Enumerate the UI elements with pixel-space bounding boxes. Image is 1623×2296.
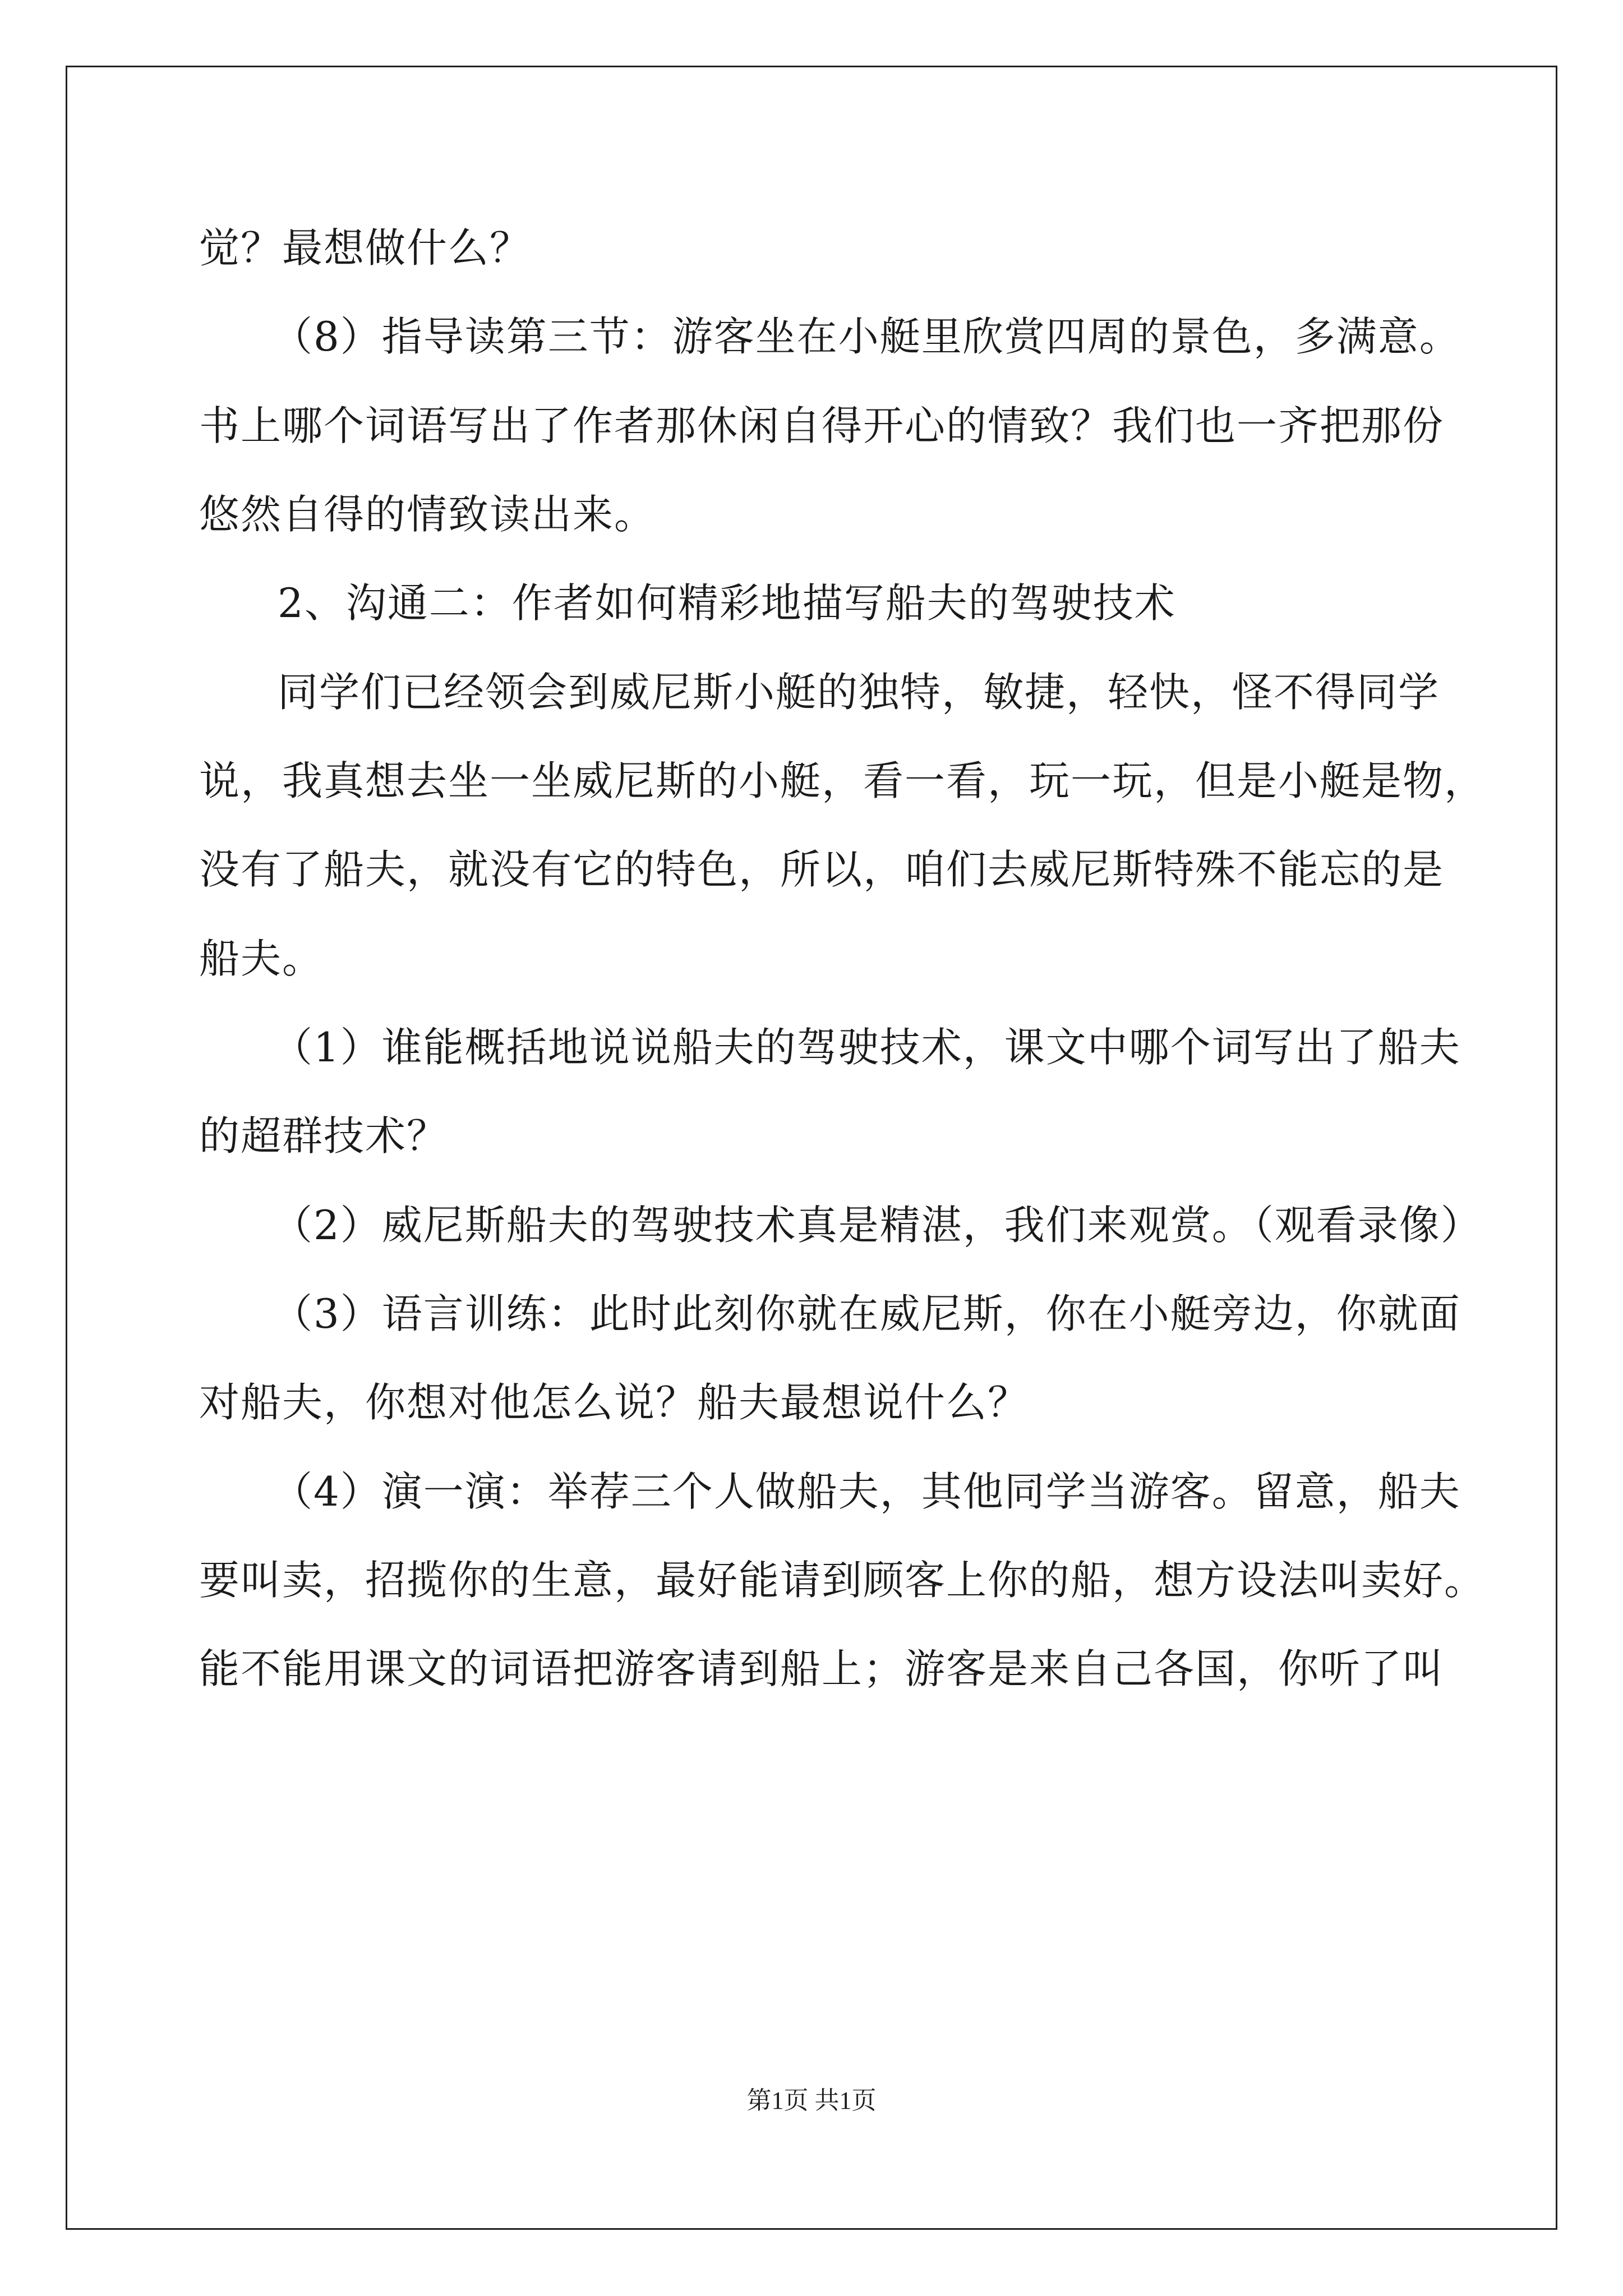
text-line: 悠然自得的情致读出来。 bbox=[199, 491, 656, 538]
text-line: 能不能用课文的词语把游客请到船上；游客是来自己各国，你听了叫 bbox=[199, 1645, 1445, 1692]
text-line: （3）语言训练：此时此刻你就在威尼斯，你在小艇旁边，你就面 bbox=[272, 1290, 1461, 1337]
text-line: 觉？最想做什么？ bbox=[199, 224, 532, 272]
text-line: 说，我真想去坐一坐威尼斯的小艇，看一看，玩一玩，但是小艇是物， bbox=[199, 757, 1486, 804]
text-line: 船夫。 bbox=[199, 935, 324, 982]
section-heading: 2、沟通二：作者如何精彩地描写船夫的驾驶技术 bbox=[278, 579, 1176, 627]
text-line: 的超群技术？ bbox=[199, 1112, 449, 1159]
page-number-footer: 第1页 共1页 bbox=[746, 2087, 877, 2114]
text-line: 要叫卖，招揽你的生意，最好能请到顾客上你的船，想方设法叫卖好。 bbox=[199, 1557, 1486, 1604]
text-line: （8）指导读第三节：游客坐在小艇里欣赏四周的景色，多满意。 bbox=[272, 313, 1461, 360]
text-line: 书上哪个词语写出了作者那休闲自得开心的情致？我们也一齐把那份 bbox=[199, 402, 1445, 449]
text-line: 对船夫，你想对他怎么说？船夫最想说什么？ bbox=[199, 1379, 1030, 1426]
text-line: （1）谁能概括地说说船夫的驾驶技术，课文中哪个词写出了船夫 bbox=[272, 1024, 1461, 1071]
text-line: 没有了船夫，就没有它的特色，所以，咱们去威尼斯特殊不能忘的是 bbox=[199, 846, 1445, 893]
text-line: （4）演一演：举荐三个人做船夫，其他同学当游客。留意，船夫 bbox=[272, 1468, 1461, 1515]
text-line: 同学们已经领会到威尼斯小艇的独特，敏捷，轻快，怪不得同学 bbox=[278, 669, 1440, 716]
text-line: （2）威尼斯船夫的驾驶技术真是精湛，我们来观赏。（观看录像） bbox=[272, 1202, 1482, 1249]
